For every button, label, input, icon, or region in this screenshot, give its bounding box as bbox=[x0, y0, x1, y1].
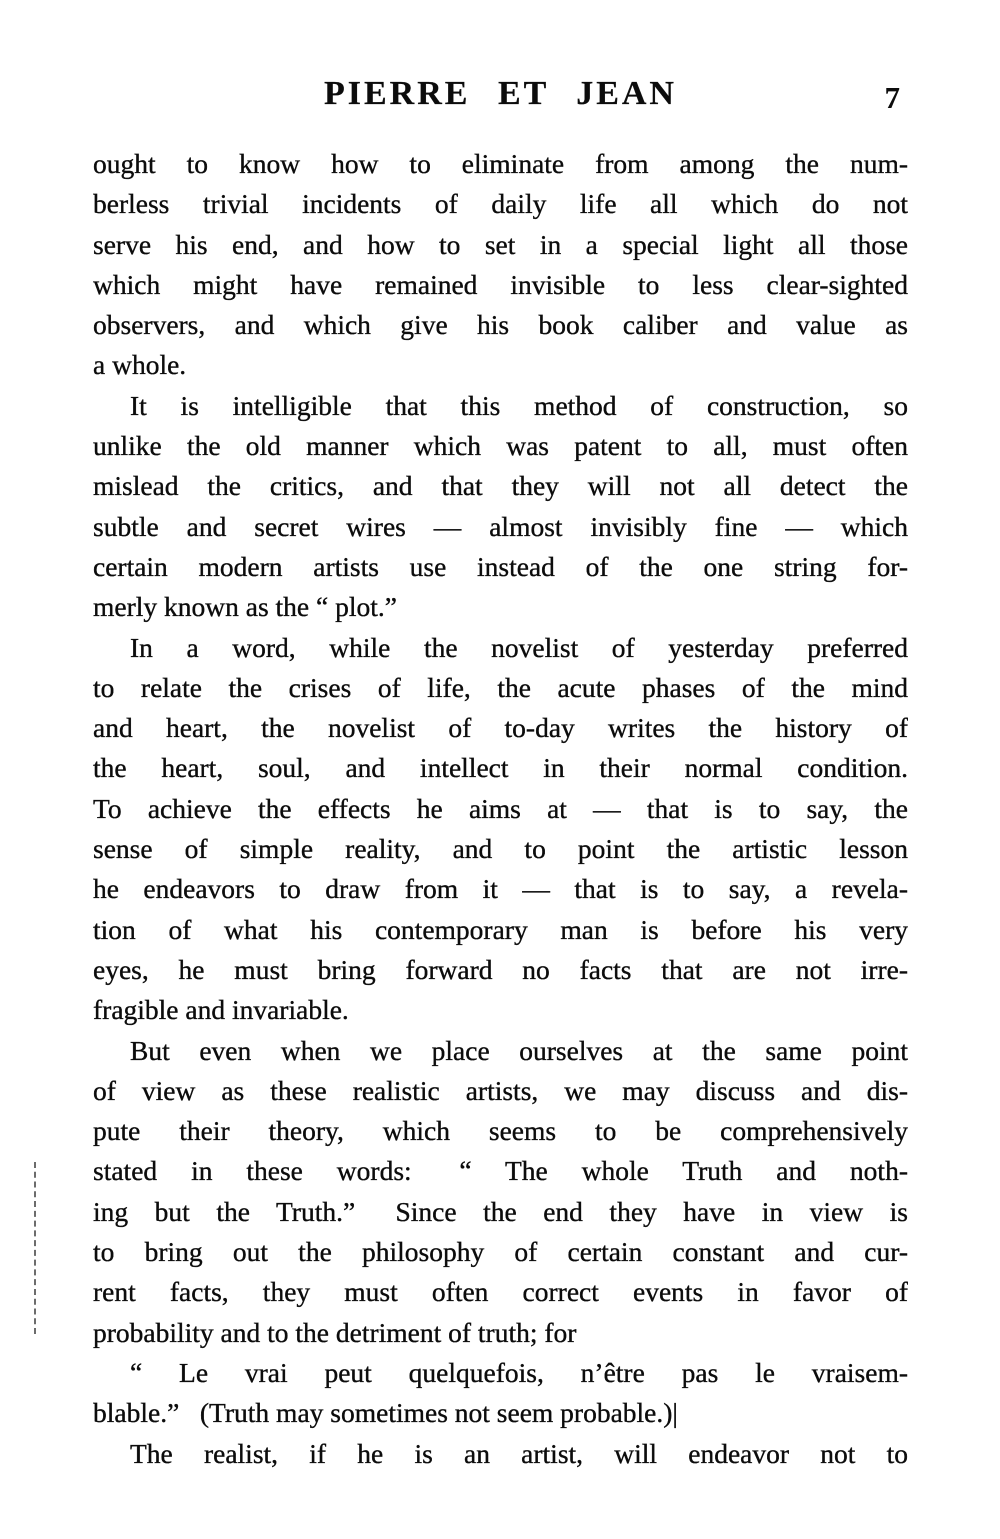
text-line: eyes, he must bring forward no facts that are not irre- bbox=[93, 953, 908, 985]
text-line: It is intelligible that this method of construction, so bbox=[130, 389, 908, 421]
text-line: rent facts, they must often correct events in favor of bbox=[93, 1276, 908, 1308]
text-line: tion of what his contemporary man is before his very bbox=[93, 913, 908, 945]
page-header bbox=[93, 72, 908, 116]
text-line: sense of simple reality, and to point the artistic lesson bbox=[93, 833, 908, 865]
text-line: But even when we place ourselves at the same point bbox=[130, 1034, 908, 1066]
text-line: observers, and which give his book caliber and value as bbox=[93, 309, 908, 341]
text-line: stated in these words: “ The whole Truth and noth- bbox=[93, 1155, 908, 1187]
text-line: To achieve the effects he aims at — that is to say, the bbox=[93, 792, 908, 824]
text-line: mislead the critics, and that they will not all detect the bbox=[93, 470, 908, 502]
text-line: berless trivial incidents of daily life all which do not bbox=[93, 188, 908, 220]
text-line: “ Le vrai peut quelquefois, n’être pas le vraisem- bbox=[130, 1356, 908, 1388]
text-line: he endeavors to draw from it — that is to say, a revela- bbox=[93, 873, 908, 905]
text-line: In a word, while the novelist of yesterday preferred bbox=[130, 631, 908, 663]
text-line: of view as these realistic artists, we may discuss and dis- bbox=[93, 1074, 908, 1106]
text-line: the heart, soul, and intellect in their normal condition. bbox=[93, 752, 908, 784]
text-line: certain modern artists use instead of the one string for- bbox=[93, 550, 908, 582]
text-line: blable.” (Truth may sometimes not seem probable.)| bbox=[93, 1397, 678, 1429]
text-line: serve his end, and how to set in a special light all those bbox=[93, 228, 908, 260]
text-line: ought to know how to eliminate from among the num- bbox=[93, 148, 908, 179]
text-line: and heart, the novelist of to-day writes the history of bbox=[93, 712, 908, 744]
body-text-block bbox=[93, 144, 908, 1474]
text-line: unlike the old manner which was patent to all, must often bbox=[93, 430, 908, 462]
text-line: a whole. bbox=[93, 349, 187, 381]
text-line: to bring out the philosophy of certain constant and cur- bbox=[93, 1236, 908, 1268]
text-line: The realist, if he is an artist, will endeavor not to bbox=[130, 1437, 908, 1469]
text-line: probability and to the detriment of truth; for bbox=[93, 1316, 577, 1348]
text-line: fragible and invariable. bbox=[93, 994, 349, 1026]
text-line: merly known as the “ plot.” bbox=[93, 591, 397, 623]
text-line: ing but the Truth.” Since the end they have in view is bbox=[93, 1195, 908, 1227]
scan-artifact-dashed-line bbox=[34, 1162, 36, 1334]
text-line: which might have remained invisible to less clear-sighted bbox=[93, 268, 908, 300]
text-line: pute their theory, which seems to be comprehensively bbox=[93, 1115, 908, 1147]
running-head-title: PIERRE ET JEAN bbox=[324, 75, 677, 112]
text-line: subtle and secret wires — almost invisibly fine — which bbox=[93, 510, 908, 542]
text-line: to relate the crises of life, the acute phases of the mind bbox=[93, 671, 908, 703]
page-number: 7 bbox=[884, 80, 900, 115]
